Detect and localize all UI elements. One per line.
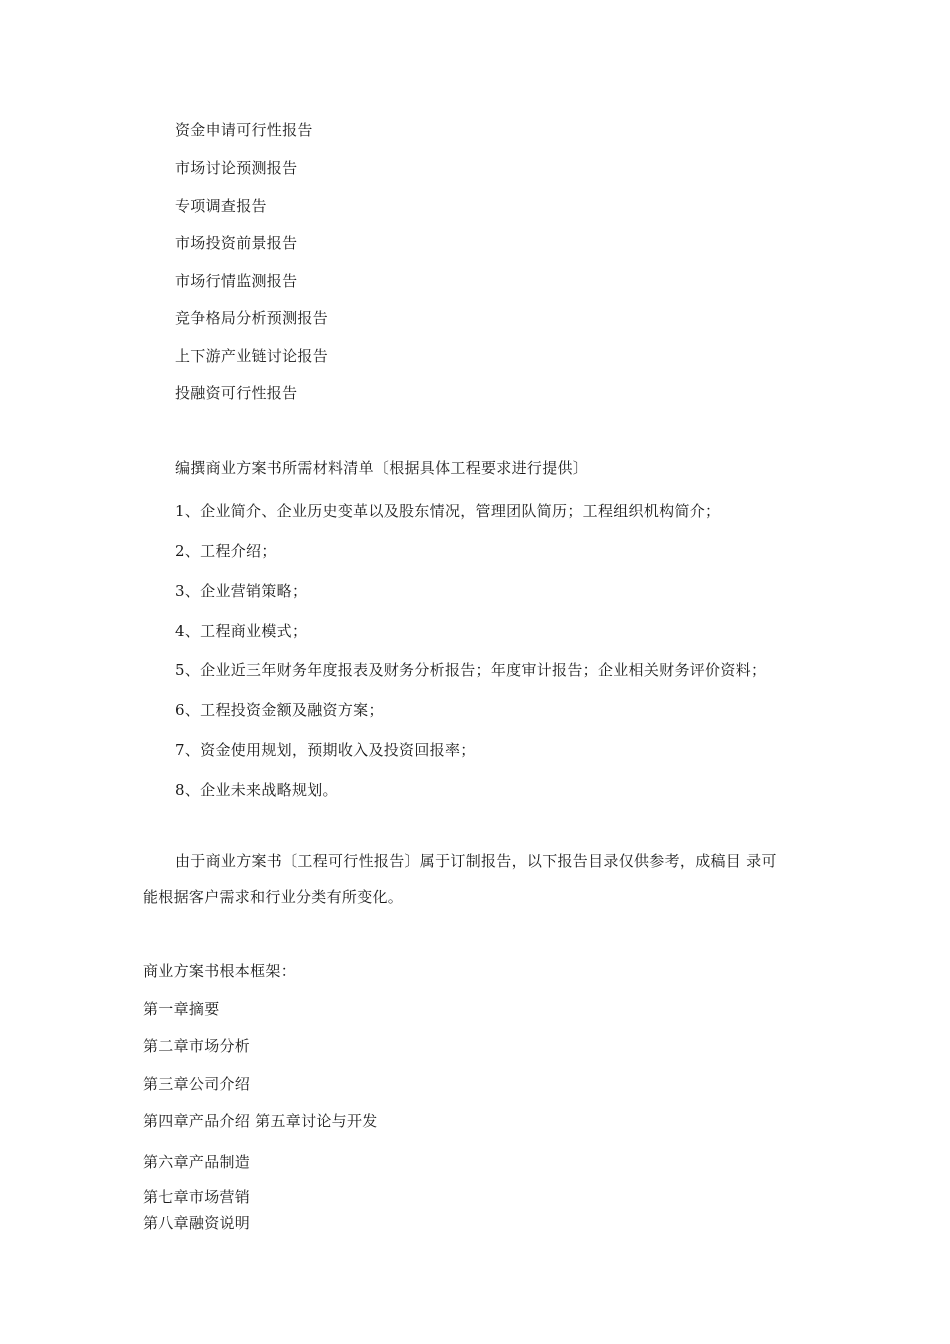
chapter-item: 第四章产品介绍 第五章讨论与开发: [143, 1112, 378, 1130]
report-type-item: 市场投资前景报告: [175, 234, 298, 252]
framework-heading: 商业方案书根本框架：: [143, 962, 297, 980]
report-type-item: 市场行情监测报告: [175, 272, 298, 290]
materials-heading: 编撰商业方案书所需材料清单〔根据具体工程要求进行提供〕: [175, 459, 589, 477]
materials-item: 3、企业营销策略；: [175, 582, 308, 600]
chapter-item: 第一章摘要: [143, 1000, 220, 1018]
materials-item: 6、工程投资金额及融资方案；: [175, 701, 384, 719]
note-paragraph-line: 由于商业方案书〔工程可行性报告〕属于订制报告，以下报告目录仅供参考，成稿目 录可: [175, 852, 777, 870]
report-type-item: 投融资可行性报告: [175, 384, 298, 402]
chapter-item: 第八章融资说明: [143, 1214, 251, 1232]
chapter-item: 第三章公司介绍: [143, 1075, 251, 1093]
report-type-item: 上下游产业链讨论报告: [175, 347, 329, 365]
chapter-item: 第二章市场分析: [143, 1037, 251, 1055]
report-type-item: 资金申请可行性报告: [175, 121, 313, 139]
materials-item: 4、工程商业模式；: [175, 622, 308, 640]
materials-item: 5、企业近三年财务年度报表及财务分析报告；年度审计报告；企业相关财务评价资料；: [175, 661, 767, 679]
report-type-item: 竞争格局分析预测报告: [175, 309, 329, 327]
materials-item: 1、企业简介、企业历史变革以及股东情况，管理团队简历；工程组织机构简介；: [175, 502, 721, 520]
note-paragraph-line: 能根据客户需求和行业分类有所变化。: [143, 888, 404, 906]
materials-item: 7、资金使用规划，预期收入及投资回报率；: [175, 741, 476, 759]
materials-item: 8、企业未来战略规划。: [175, 781, 338, 799]
report-type-item: 市场讨论预测报告: [175, 159, 298, 177]
report-type-item: 专项调查报告: [175, 197, 267, 215]
chapter-item: 第六章产品制造: [143, 1153, 251, 1171]
chapter-item: 第七章市场营销: [143, 1188, 251, 1206]
materials-item: 2、工程介绍；: [175, 542, 277, 560]
